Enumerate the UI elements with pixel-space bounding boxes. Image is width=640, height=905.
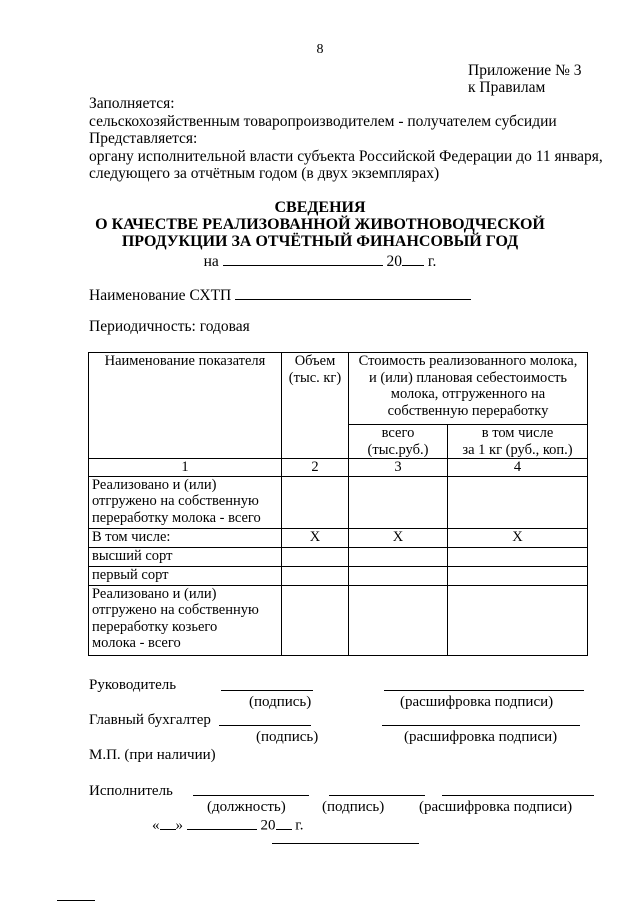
executor-signature-line[interactable] bbox=[329, 795, 425, 796]
accountant-name-line[interactable] bbox=[382, 725, 580, 726]
table-row bbox=[89, 528, 588, 547]
header-total-line-2: (тыс.руб.) bbox=[367, 441, 429, 458]
row-label bbox=[89, 585, 282, 655]
page-number: 8 bbox=[316, 42, 324, 57]
table-row bbox=[89, 547, 588, 566]
header-name bbox=[89, 353, 282, 459]
row-label-line: переработку козьего bbox=[92, 618, 218, 635]
filler-line-4: органу исполнительной власти субъекта Российской Федерации до 11 января, bbox=[89, 147, 603, 165]
header-total bbox=[349, 425, 448, 459]
filler-line-5: следующего за отчётным годом (в двух экземплярах) bbox=[89, 165, 440, 182]
accountant-signature-line[interactable] bbox=[219, 725, 311, 726]
row-label bbox=[89, 476, 282, 528]
sxtp-label: Наименование СХТП bbox=[89, 286, 232, 304]
filler-line-2: сельскохозяйственным товаропроизводителем - получателем субсидии bbox=[89, 112, 557, 130]
date-year-blank[interactable] bbox=[276, 815, 292, 830]
document-title bbox=[0, 199, 640, 250]
row-label-line: переработку молока - всего bbox=[92, 509, 261, 526]
stamp-label: М.П. (при наличии) bbox=[89, 747, 216, 763]
cell-x-mark: X bbox=[282, 528, 349, 547]
month-blank[interactable] bbox=[187, 815, 257, 830]
cell-total[interactable] bbox=[349, 476, 448, 528]
day-blank[interactable] bbox=[160, 815, 176, 830]
cell-volume[interactable] bbox=[282, 585, 349, 655]
executor-position-caption: (должность) bbox=[207, 799, 286, 815]
accountant-name-caption: (расшифровка подписи) bbox=[404, 729, 558, 745]
head-signature-caption: (подпись) bbox=[249, 694, 312, 710]
column-number-1: 1 bbox=[89, 459, 282, 477]
cell-per-kg[interactable] bbox=[448, 585, 588, 655]
header-name-text: Наименование показателя bbox=[104, 353, 266, 369]
header-total-line-1: всего bbox=[381, 425, 415, 441]
table-row bbox=[89, 476, 588, 528]
cell-volume[interactable] bbox=[282, 476, 349, 528]
header-cost-line-1: Стоимость реализованного молока, bbox=[358, 353, 578, 369]
title-year-suffix: г. bbox=[427, 252, 437, 270]
title-date-line bbox=[0, 251, 640, 272]
header-cost bbox=[349, 353, 588, 425]
row-label: высший сорт bbox=[89, 547, 282, 566]
column-number-3: 3 bbox=[349, 459, 448, 477]
date-year-suffix: г. bbox=[295, 817, 304, 834]
row-label-line: отгружено на собственную bbox=[92, 602, 259, 618]
header-cost-line-3: молока, отгруженного на bbox=[390, 386, 546, 402]
header-per-kg bbox=[448, 425, 588, 459]
executor-name-line[interactable] bbox=[442, 795, 594, 796]
title-na-label: на bbox=[203, 252, 219, 270]
header-volume-line-2: (тыс. кг) bbox=[288, 369, 342, 386]
date-line bbox=[152, 815, 303, 835]
cell-per-kg[interactable] bbox=[448, 566, 588, 585]
cell-volume[interactable] bbox=[282, 566, 349, 585]
column-number-2: 2 bbox=[282, 459, 349, 477]
header-per-kg-line-1: в том числе bbox=[481, 425, 554, 441]
sxtp-line bbox=[89, 285, 471, 306]
filler-info bbox=[89, 95, 603, 183]
row-label-line: Реализовано и (или) bbox=[92, 585, 217, 602]
row-label-line: отгружено на собственную bbox=[92, 493, 259, 509]
cell-total[interactable] bbox=[349, 547, 448, 566]
filler-line-3: Представляется: bbox=[89, 130, 198, 147]
date-open-quote: « bbox=[152, 817, 160, 834]
head-signature-line[interactable] bbox=[221, 690, 313, 691]
header-volume-line-1: Объем bbox=[294, 353, 336, 369]
appendix-line-1: Приложение № 3 bbox=[468, 62, 582, 79]
header-volume bbox=[282, 353, 349, 459]
cell-per-kg[interactable] bbox=[448, 547, 588, 566]
date-blank[interactable] bbox=[223, 251, 383, 266]
title-year-prefix: 20 bbox=[386, 252, 403, 270]
table-row bbox=[89, 566, 588, 585]
year-blank[interactable] bbox=[402, 251, 424, 266]
cell-per-kg[interactable] bbox=[448, 476, 588, 528]
cell-total[interactable] bbox=[349, 566, 448, 585]
title-line-2: О КАЧЕСТВЕ РЕАЛИЗОВАННОЙ ЖИВОТНОВОДЧЕСКОЙ bbox=[95, 216, 545, 233]
filler-line-1: Заполняется: bbox=[89, 95, 175, 112]
head-name-line[interactable] bbox=[384, 690, 584, 691]
executor-label: Исполнитель bbox=[89, 783, 173, 799]
date-year-prefix: 20 bbox=[260, 817, 276, 834]
accountant-label: Главный бухгалтер bbox=[89, 712, 211, 728]
appendix-note bbox=[468, 62, 581, 96]
accountant-signature-caption: (подпись) bbox=[256, 729, 319, 745]
periodicity: Периодичность: годовая bbox=[89, 318, 250, 335]
cell-volume[interactable] bbox=[282, 547, 349, 566]
title-line-1: СВЕДЕНИЯ bbox=[274, 199, 366, 216]
row-label-line: Реализовано и (или) bbox=[92, 476, 217, 493]
head-label: Руководитель bbox=[89, 677, 177, 693]
cell-x-mark: X bbox=[448, 528, 588, 547]
table-row bbox=[89, 585, 588, 655]
title-line-3: ПРОДУКЦИИ ЗА ОТЧЁТНЫЙ ФИНАНСОВЫЙ ГОД bbox=[121, 233, 519, 250]
footnote-separator bbox=[57, 900, 95, 901]
cell-total[interactable] bbox=[349, 585, 448, 655]
row-label: В том числе: bbox=[89, 528, 282, 547]
row-label-line: молока - всего bbox=[92, 635, 181, 651]
executor-name-caption: (расшифровка подписи) bbox=[419, 799, 573, 815]
row-label: первый сорт bbox=[89, 566, 282, 585]
cell-x-mark: X bbox=[349, 528, 448, 547]
column-number-4: 4 bbox=[448, 459, 588, 477]
appendix-line-2: к Правилам bbox=[468, 79, 546, 96]
header-per-kg-line-2: за 1 кг (руб., коп.) bbox=[462, 441, 573, 458]
header-cost-line-2: и (или) плановая себестоимость bbox=[368, 369, 568, 386]
head-name-caption: (расшифровка подписи) bbox=[400, 694, 554, 710]
header-cost-line-4: собственную переработку bbox=[387, 402, 549, 419]
report-table bbox=[88, 352, 588, 656]
phone-line[interactable] bbox=[272, 843, 419, 844]
date-close-quote: » bbox=[175, 817, 183, 834]
executor-signature-caption: (подпись) bbox=[322, 799, 385, 815]
sxtp-blank[interactable] bbox=[235, 285, 471, 300]
executor-position-line[interactable] bbox=[193, 795, 309, 796]
